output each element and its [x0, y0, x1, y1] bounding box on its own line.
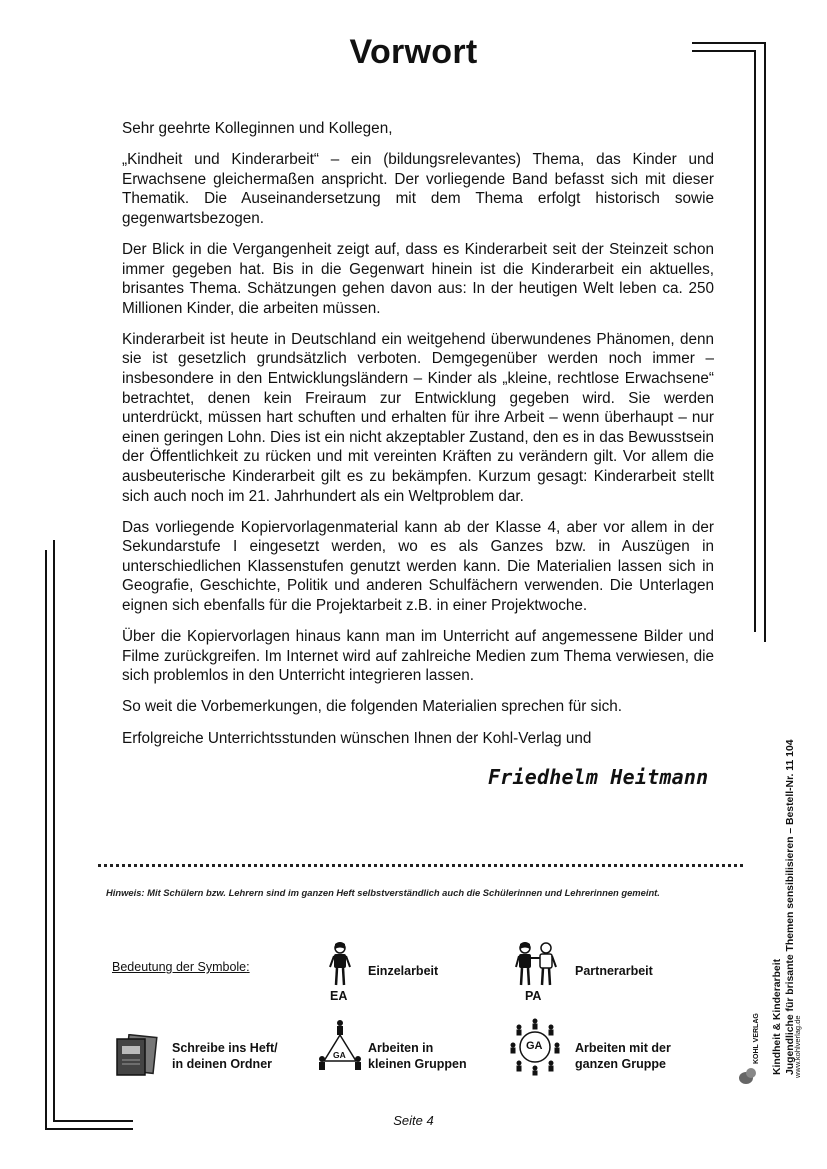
page-title: Vorwort	[349, 33, 478, 71]
author-signature: Friedhelm Heitmann	[488, 765, 709, 789]
small-group-label-line-1: Arbeiten in	[368, 1041, 434, 1055]
small-group-label-line-2: kleinen Gruppen	[368, 1056, 467, 1071]
notebook-icon	[113, 1034, 159, 1076]
frame-right-line-outer	[764, 42, 766, 642]
paragraph-media: Über die Kopiervorlagen hinaus kann man im Unterricht auf angemessene Bilder und Filme zurückgreifen. Im Internet wird auf zahlreiche Medien zum Thema verwiesen, die sich problemlos in den Unterricht integrieren lassen.	[122, 628, 714, 685]
notebook-label	[172, 1041, 278, 1072]
frame-bottom-line-outer	[45, 1128, 133, 1130]
sidebar-book-title: Kindheit & Kinderarbeit	[772, 958, 783, 1075]
foreword-body	[122, 119, 714, 760]
einzelarbeit-label: Einzelarbeit	[368, 964, 439, 978]
whole-group-label-line-2: ganzen Gruppe	[575, 1056, 666, 1071]
legend-title	[112, 960, 250, 974]
paragraph-closing: Erfolgreiche Unterrichtsstunden wünschen Ihnen der Kohl-Verlag und	[122, 729, 592, 747]
paragraph-intro: „Kindheit und Kinderarbeit“ – ein (bildungsrelevantes) Thema, das Kinder und Erwachsene gleichermaßen anspricht. Der vorliegende Band befasst sich mit dieser Thematik. Die Auseinandersetzung mit dem Thema erfolgt historisch sowie gegenwartsbezogen.	[122, 151, 714, 227]
frame-left-line-outer	[45, 550, 47, 1130]
frame-left-line-inner	[53, 540, 55, 1122]
publisher-name: KOHL VERLAG	[753, 1013, 760, 1064]
whole-group-label	[575, 1041, 671, 1072]
notebook-label-line-2: in deinen Ordner	[172, 1056, 273, 1071]
frame-right-line-inner	[754, 50, 756, 632]
paragraph-salutation: Sehr geehrte Kolleginnen und Kollegen,	[122, 120, 393, 137]
paragraph-history: Der Blick in die Vergangenheit zeigt auf, dass es Kinderarbeit seit der Steinzeit schon immer gegeben hat. Bis in die Gegenwart hinein ist die Kinderarbeit ein aktuelles, brisantes Thema. Schätzungen gehen davon aus: In der heutigen Welt leben ca. 250 Millionen Kinder, die arbeiten müssen.	[122, 240, 714, 317]
publisher-url: www.kohlverlag.de	[793, 1015, 802, 1078]
partnerarbeit-code: PA	[525, 989, 542, 1003]
small-group-code: GA	[333, 1050, 346, 1060]
whole-group-code: GA	[526, 1040, 543, 1052]
small-group-icon	[318, 1019, 362, 1071]
publisher-logo-icon	[737, 1026, 767, 1086]
einzelarbeit-code: EA	[330, 989, 348, 1003]
publisher-logo	[737, 1013, 767, 1086]
page-number: Seite 4	[393, 1113, 434, 1128]
notebook-label-line-1: Schreibe ins Heft/	[172, 1041, 278, 1055]
whole-group-label-line-1: Arbeiten mit der	[575, 1041, 671, 1055]
partnerarbeit-label: Partnerarbeit	[575, 964, 653, 978]
dotted-divider	[98, 864, 743, 867]
small-group-label	[368, 1041, 467, 1072]
paragraph-material: Das vorliegende Kopiervorlagenmaterial kann ab der Klasse 4, aber vor allem in der Sekundarstufe I eingesetzt werden, wo es als Ganzes bzw. in Auszügen in unterschiedlichen Klassenstufen genutzt werden kann. Die Materialien lassen sich in Geografie, Geschichte, Politik und anderen Schulfächern verwenden. Die Unterlagen eignen sich ebenfalls für die Projektarbeit z.B. in einer Projektwoche.	[122, 518, 714, 615]
paragraph-today: Kinderarbeit ist heute in Deutschland ein weitgehend überwundenes Phänomen, denn sie ist gesetzlich grundsätzlich verboten. Demgegenüber werden noch immer – insbesondere in den Entwicklungsländern – Kinder als „kleine, rechtlose Erwachsene“ betrachtet, denen kein Freiraum zur Entwicklung gegeben wird. Sie werden unterdrückt, müssen hart schuften und erhalten für ihre Arbeit – wenn überhaupt – nur einen geringen Lohn. Dies ist ein nicht akzeptabler Zustand, den es in das Bewusstsein der Öffentlichkeit zu rücken und mit vereinten Kräften zu verändern gilt. Vor allem die ausbeuterische Kinderarbeit gilt es zu bekämpfen. Kurzum gesagt: Kinderarbeit stellt sich auch noch im 21. Jahrhundert als ein Weltproblem dar.	[122, 330, 714, 505]
two-persons-icon	[514, 941, 558, 989]
paragraph-remarks: So weit die Vorbemerkungen, die folgenden Materialien sprechen für sich.	[122, 698, 622, 716]
gender-note: Hinweis: Mit Schülern bzw. Lehrern sind im ganzen Heft selbstverständlich auch die Schülerinnen und Lehrerinnen gemeint.	[106, 887, 660, 898]
legend-title-text: Bedeutung der Symbole	[112, 960, 247, 974]
sidebar-book-subtitle: Jugendliche für brisante Themen sensibilisieren – Bestell-Nr. 11 104	[784, 739, 796, 1075]
single-person-icon	[328, 941, 352, 989]
legend-title-colon: :	[246, 960, 250, 974]
